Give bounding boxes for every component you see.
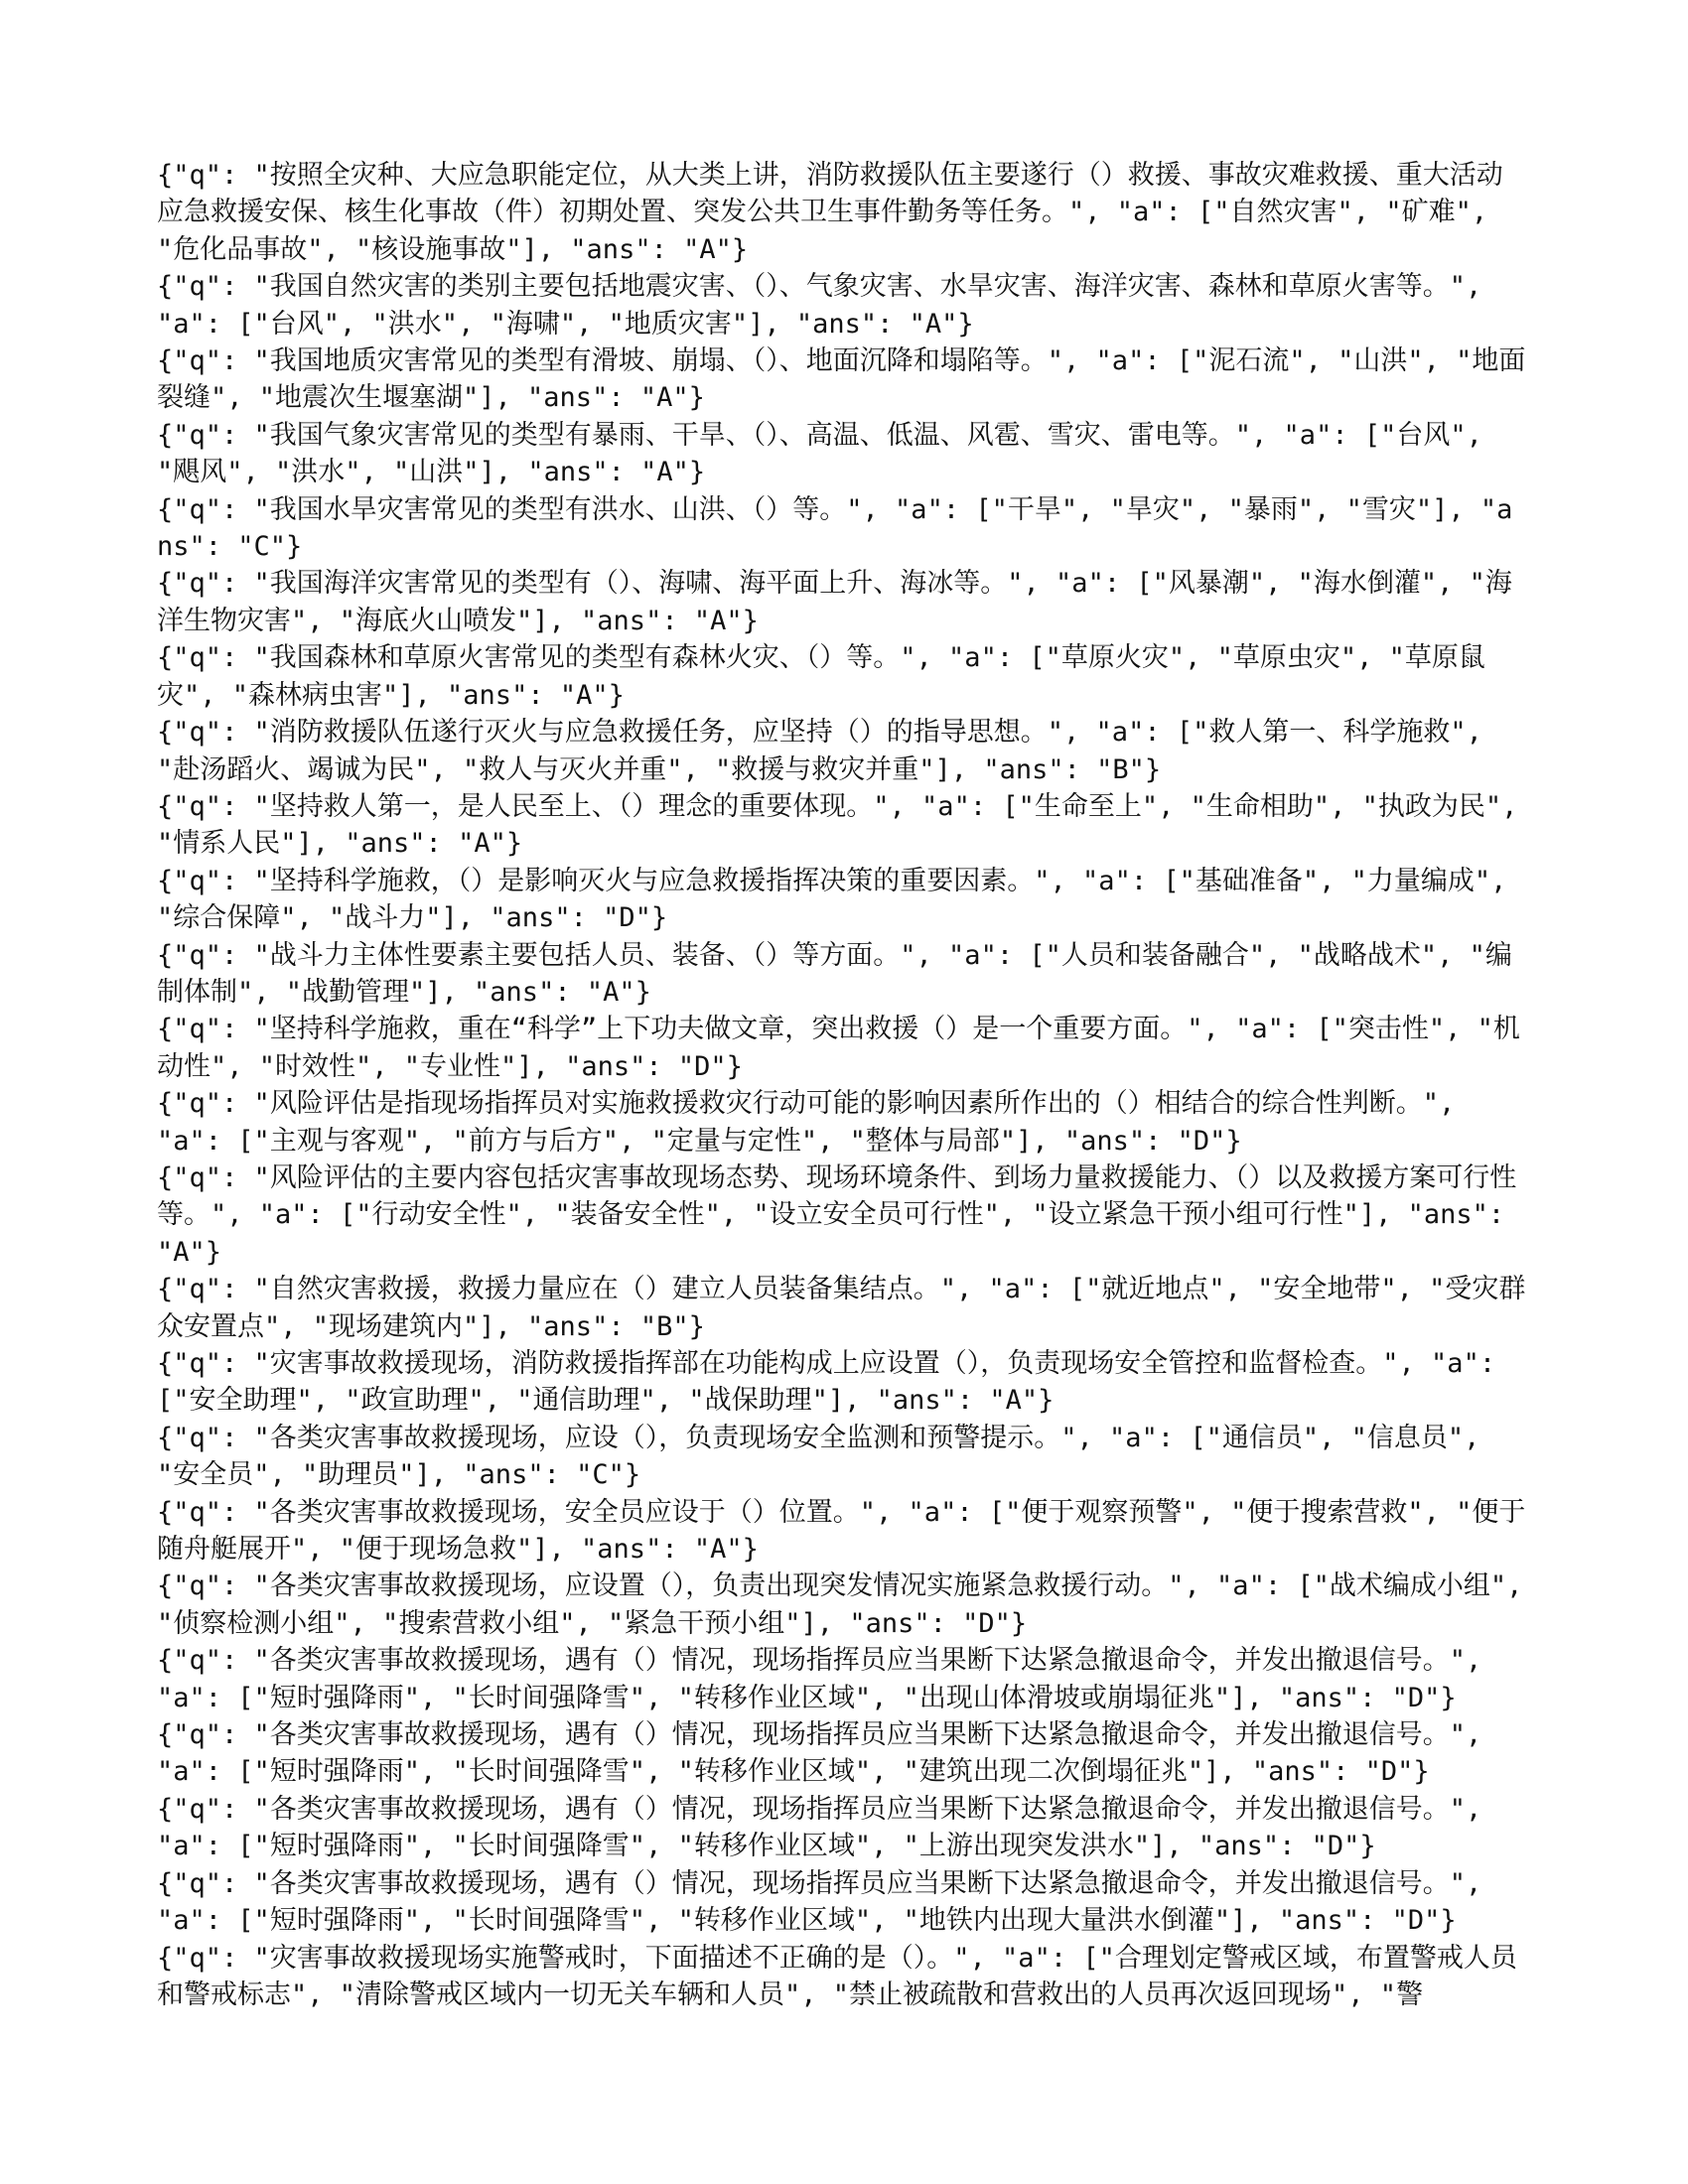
record-line: {"q": "按照全灾种、大应急职能定位，从大类上讲，消防救援队伍主要遂行（）救援、事故灾难救援、重大活动应急救援安保、核生化事故（件）初期处置、突发公共卫生事件勤务等任务。", "a": ["自然灾害", "矿难", "危化品事故", "核设施事故"], "ans": "A"} [157,160,1504,265]
record-line: {"q": "各类灾害事故救援现场，安全员应设于（）位置。", "a": ["便于观察预警", "便于搜索营救", "便于随舟艇展开", "便于现场急救"], "ans": "A"} [157,1496,1526,1566]
record-line: {"q": "我国水旱灾害常见的类型有洪水、山洪、（）等。", "a": ["干旱", "旱灾", "暴雨", "雪灾"], "ans": "C"} [157,493,1513,563]
document-page [157,157,1539,2043]
record-line: {"q": "坚持救人第一，是人民至上、（）理念的重要体现。", "a": ["生命至上", "生命相助", "执政为民", "情系人民"], "ans": "A"} [157,790,1534,860]
record-line: {"q": "各类灾害事故救援现场，遇有（）情况，现场指挥员应当果断下达紧急撤退命令，并发出撤退信号。", "a": ["短时强降雨", "长时间强降雪", "转移作业区域", "上游出现突发洪水"], "ans": "D"} [157,1793,1498,1862]
record-line: {"q": "风险评估是指现场指挥员对实施救援救灾行动可能的影响因素所作出的（）相结合的综合性判断。", "a": ["主观与客观", "前方与后方", "定量与定性", "整体与局部"], "ans": "D"} [157,1088,1472,1157]
record-line: {"q": "坚持科学施救，（）是影响灭火与应急救援指挥决策的重要因素。", "a": ["基础准备", "力量编成", "综合保障", "战斗力"], "ans": "D"} [157,865,1523,934]
record-line: {"q": "各类灾害事故救援现场，遇有（）情况，现场指挥员应当果断下达紧急撤退命令，并发出撤退信号。", "a": ["短时强降雨", "长时间强降雪", "转移作业区域", "地铁内出现大量洪水倒灌"], "ans": "D"} [157,1867,1498,1937]
record-line: {"q": "灾害事故救援现场实施警戒时，下面描述不正确的是（）。", "a": ["合理划定警戒区域，布置警戒人员和警戒标志", "清除警戒区域内一切无关车辆和人员", "禁止被疏散和营救出的人员再次返回现场", "警 [157,1942,1517,2010]
record-line: {"q": "各类灾害事故救援现场，遇有（）情况，现场指挥员应当果断下达紧急撤退命令，并发出撤退信号。", "a": ["短时强降雨", "长时间强降雪", "转移作业区域", "建筑出现二次倒塌征兆"], "ans": "D"} [157,1719,1498,1788]
record-line: {"q": "自然灾害救援，救援力量应在（）建立人员装备集结点。", "a": ["就近地点", "安全地带", "受灾群众安置点", "现场建筑内"], "ans": "B"} [157,1274,1526,1342]
record-line: {"q": "我国气象灾害常见的类型有暴雨、干旱、（）、高温、低温、风雹、雪灾、雷电等。", "a": ["台风", "飓风", "洪水", "山洪"], "ans": "A"} [157,419,1499,488]
record-line: {"q": "我国森林和草原火害常见的类型有森林火灾、（）等。", "a": ["草原火灾", "草原虫灾", "草原鼠灾", "森林病虫害"], "ans": "A"} [157,642,1485,711]
record-line: {"q": "灾害事故救援现场，消防救援指挥部在功能构成上应设置（），负责现场安全管控和监督检查。", "a": ["安全助理", "政宣助理", "通信助理", "战保助理"], "ans": "A"} [157,1348,1512,1417]
record-line: {"q": "我国自然灾害的类别主要包括地震灾害、（）、气象灾害、水旱灾害、海洋灾害、森林和草原火害等。", "a": ["台风", "洪水", "海啸", "地质灾害"], "ans": "A"} [157,271,1498,340]
record-line: {"q": "风险评估的主要内容包括灾害事故现场态势、现场环境条件、到场力量救援能力、（）以及救援方案可行性等。", "a": ["行动安全性", "装备安全性", "设立安全员可行性", "设立紧急干预小组可行性"], "ans": "A"} [157,1161,1521,1268]
record-line: {"q": "坚持科学施救，重在“科学”上下功夫做文章，突出救援（）是一个重要方面。", "a": ["突击性", "机动性", "时效性", "专业性"], "ans": "D"} [157,1014,1520,1082]
record-line: {"q": "战斗力主体性要素主要包括人员、装备、（）等方面。", "a": ["人员和装备融合", "战略战术", "编制体制", "战勤管理"], "ans": "A"} [157,939,1512,1008]
record-line: {"q": "各类灾害事故救援现场，遇有（）情况，现场指挥员应当果断下达紧急撤退命令，并发出撤退信号。", "a": ["短时强降雨", "长时间强降雪", "转移作业区域", "出现山体滑坡或崩塌征兆"], "ans": "D"} [157,1645,1498,1713]
record-line: {"q": "各类灾害事故救援现场，应设置（），负责出现突发情况实施紧急救援行动。", "a": ["战术编成小组", "侦察检测小组", "搜索营救小组", "紧急干预小组"], "ans": "D"} [157,1570,1539,1639]
record-line: {"q": "消防救援队伍遂行灭火与应急救援任务，应坚持（）的指导思想。", "a": ["救人第一、科学施救", "赴汤蹈火、竭诚为民", "救人与灭火并重", "救援与救灾并重"], "ans": "B"} [157,717,1499,785]
record-line: {"q": "我国地质灾害常见的类型有滑坡、崩塌、（）、地面沉降和塌陷等。", "a": ["泥石流", "山洪", "地面裂缝", "地震次生堰塞湖"], "ans": "A"} [157,345,1526,414]
record-line: {"q": "各类灾害事故救援现场，应设（），负责现场安全监测和预警提示。", "a": ["通信员", "信息员", "安全员", "助理员"], "ans": "C"} [157,1422,1496,1491]
record-line: {"q": "我国海洋灾害常见的类型有（）、海啸、海平面上升、海冰等。", "a": ["风暴潮", "海水倒灌", "海洋生物灾害", "海底火山喷发"], "ans": "A"} [157,568,1512,636]
